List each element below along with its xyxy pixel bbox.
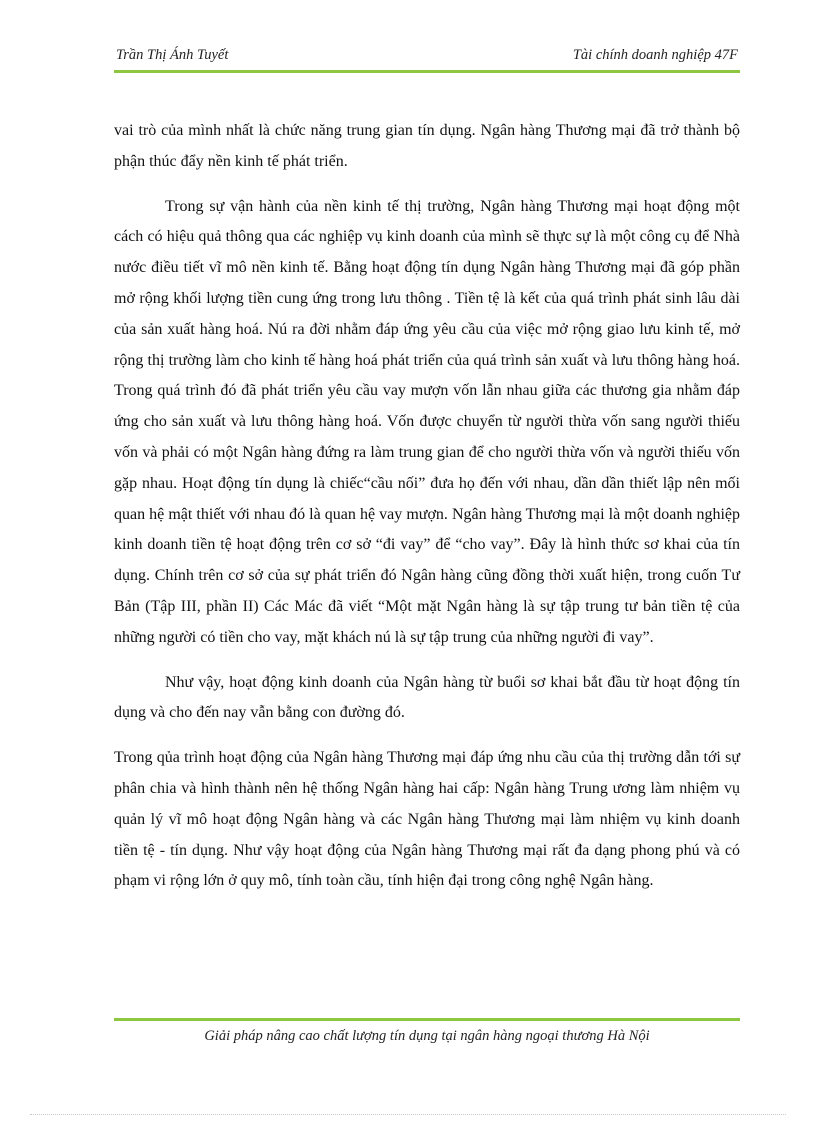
page-header bbox=[114, 44, 740, 68]
paragraph-4: Trong qủa trình hoạt động của Ngân hàng Thương mại đáp ứng nhu cầu của thị trường dẫn tới sự phân chia và hình thành nên hệ thống Ngân hàng hai cấp: Ngân hàng Trung ương làm nhiệm vụ quản lý vĩ mô hoạt động Ngân hàng và các Ngân hàng Thương mại làm nhiệm vụ kinh doanh tiền tệ - tín dụng. Như vậy hoạt động của Ngân hàng Thương mại rất đa dạng phong phú và có phạm vi rộng lớn ở quy mô, tính toàn cầu, tính hiện đại trong công nghệ Ngân hàng. bbox=[114, 749, 740, 890]
paragraph-1: vai trò của mình nhất là chức năng trung gian tín dụng. Ngân hàng Thương mại đã trở thành bộ phận thúc đẩy nền kinh tế phát triển. bbox=[114, 122, 740, 170]
footer-rule bbox=[114, 1018, 740, 1021]
header-rule bbox=[114, 70, 740, 73]
paragraph-3: Như vậy, hoạt động kinh doanh của Ngân hàng từ buổi sơ khai bắt đầu từ hoạt động tín dụng và cho đến nay vẫn bằng con đường đó. bbox=[114, 673, 740, 722]
page-body bbox=[114, 116, 740, 911]
header-course: Tài chính doanh nghiệp 47F bbox=[572, 47, 738, 63]
paragraph-2: Trong sự vận hành của nền kinh tế thị trường, Ngân hàng Thương mại hoạt động một cách có hiệu quả thông qua các nghiệp vụ kinh doanh của mình sẽ thực sự là một công cụ để Nhà nước điều tiết vĩ mô nền kinh tế. Bằng hoạt động tín dụng Ngân hàng Thương mại đã góp phần mở rộng khối lượng tiền cung ứng trong lưu thông . Tiền tệ là kết của quá trình phát sinh lâu dài của sản xuất hàng hoá. Nú ra đời nhằm đáp ứng yêu cầu của việc mở rộng giao lưu kinh tế, mở rộng thị trường làm cho kinh tế hàng hoá phát triển của quá trình sản xuất và lưu thông hàng hoá. Trong quá trình đó đã phát triển yêu cầu vay mượn vốn lẫn nhau giữa các thương gia nhằm đáp ứng cho sản xuất và lưu thông hàng hoá. Vốn được chuyển từ người thừa vốn sang người thiếu vốn và phải có một Ngân hàng đứng ra làm trung gian để cho người thừa vốn và người thiếu vốn gặp nhau. Hoạt động tín dụng là chiếc“cầu nối” đưa họ đến với nhau, dần dần thiết lập nên mối quan hệ mật thiết với nhau đó là quan hệ vay mượn. Ngân hàng Thương mại là một doanh nghiệp kinh doanh tiền tệ hoạt động trên cơ sở “đi vay” để “cho vay”. Đây là hình thức sơ khai của tín dụng. Chính trên cơ sở của sự phát triển đó Ngân hàng cũng đồng thời xuất hiện, trong cuốn Tư Bản (Tập III, phần II) Các Mác đã viết “Một mặt Ngân hàng là sự tập trung tư bản tiền tệ của những người có tiền cho vay, mặt khách nú là sự tập trung của những người đi vay”. bbox=[114, 197, 740, 646]
header-author: Trần Thị Ánh Tuyết bbox=[116, 47, 229, 63]
page-edge bbox=[30, 1114, 786, 1115]
footer-title: Giải pháp nâng cao chất lượng tín dụng tại ngân hàng ngoại thương Hà Nội bbox=[204, 1028, 650, 1044]
